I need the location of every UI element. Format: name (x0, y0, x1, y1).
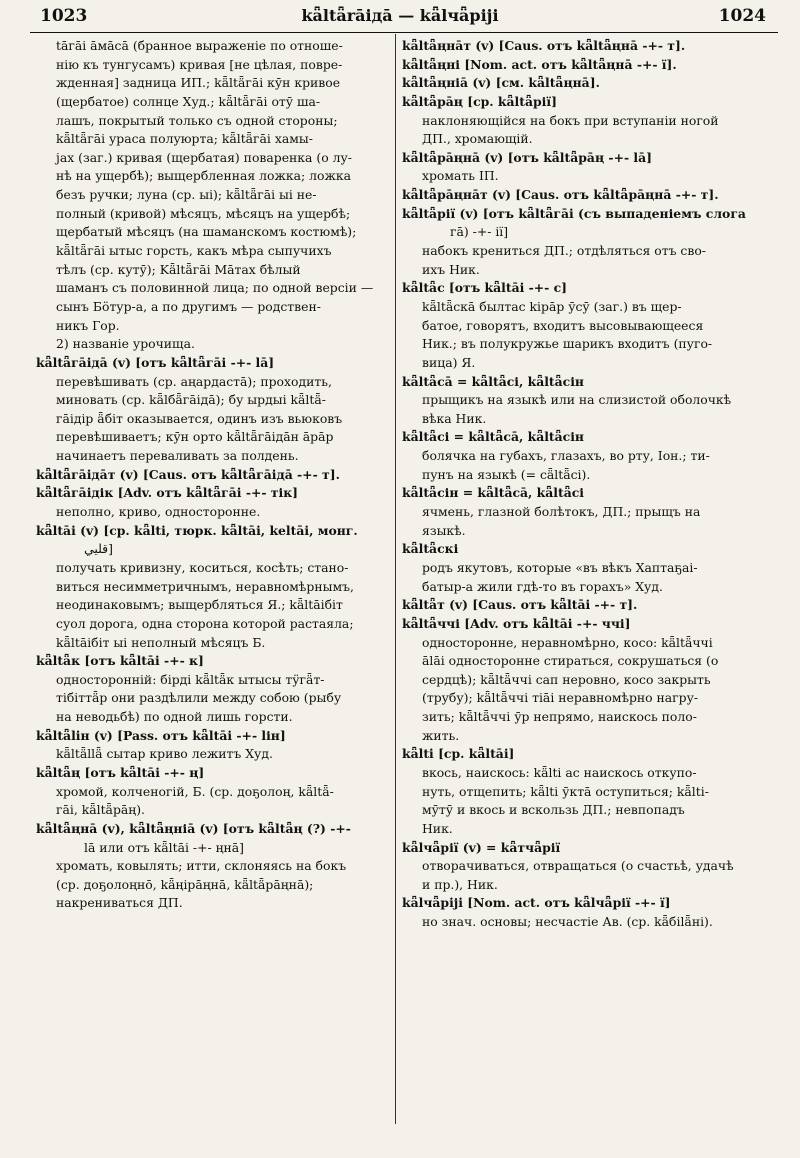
left-column-line: tāгāi āмāсā (бранное выраженiе по отноше- (56, 38, 343, 53)
right-column-line: kǟlti [ср. kǟltāi] (402, 746, 515, 762)
left-column-line: неодинаковымъ; выщербляться Я.; kǟltāiбіт (56, 597, 343, 613)
right-column-line: наклоняющійся на бокъ при вступаніи ногой (422, 112, 719, 128)
column-divider (395, 34, 396, 1124)
left-column-line: нiю къ тунгусамъ) кривая [не цѣлая, повре- (56, 56, 343, 72)
right-column-line: вица) Я. (422, 354, 476, 370)
left-column-line: хромой, колченогій, Б. (ср. доҕолоң, kǟltǟ- (56, 783, 334, 799)
right-column-line: батое, говорятъ, входитъ высовывающееся (422, 317, 704, 333)
page-number-left: 1023 (40, 6, 88, 26)
left-column-line: тѣлъ (ср. кутӯ); Kǟltǟгāi Мāтах бѣлый (56, 261, 301, 277)
left-column-line: (ср. доҕолоңнō, kǟңірāңнā, kǟltǟрāңнā); (56, 876, 314, 892)
right-column-line: ихъ Ник. (422, 261, 480, 277)
right-column-line: kǟlчǟрiјi [Nom. act. отъ kǟlчǟрії -+- ї] (402, 895, 671, 911)
left-column-line: kǟltǟгāiдік [Adv. отъ kǟltǟгāi -+- тік] (36, 485, 298, 501)
right-column-line: kǟltǟс [отъ kǟltāi -+- с] (402, 280, 568, 296)
right-column-line: отворачиваться, отвращаться (о счастьѣ, удачѣ (422, 858, 734, 874)
right-column-line: kǟltǟңні [Nom. act. отъ kǟltǟңнā -+- ї]. (402, 56, 677, 72)
right-column-line: зить; kǟltǟччі ӯр непрямо, наискось поло- (422, 709, 697, 725)
right-column-line: жить. (422, 727, 460, 743)
left-column-line: јах (заг.) кривая (щербатая) поваренка (о лу- (56, 149, 352, 165)
right-column-line: одностороннe, неравномѣрно, косо: kǟltǟччі (422, 634, 713, 650)
right-column-line: и пр.), Ник. (422, 876, 498, 892)
right-column-line: болячка на губахъ, глазахъ, во рту, Іон.; ти- (422, 448, 710, 464)
left-column-line: получать кривизну, коситься, косѣть; стано- (56, 559, 349, 575)
right-column-line: kǟltǟрāң [ср. kǟltǟрії] (402, 93, 557, 109)
left-column-line: начинаетъ переваливать за полдень. (56, 448, 299, 464)
left-column-line: ﻗﻠﻴﻲ] (84, 541, 113, 557)
right-column-line: но знач. основы; несчастіе Ав. (ср. kǟбilǟні). (422, 914, 713, 930)
left-column-line: гāiдір ǟбіт оказывается, одинъ изъ вьюковъ (56, 410, 343, 426)
left-column-line: накрениваться ДП. (56, 895, 183, 911)
left-column-line: kǟltāi (v) [ср. kǟlti, тюрк. kǟltāi, keltāi, монг. (36, 522, 358, 538)
right-column-line: ālāі одностороннe стираться, сокрушаться (о (422, 653, 719, 669)
right-column-line: ячмень, глазной болѣтокъ, ДП.; прыщъ на (422, 504, 701, 520)
left-column-line: kǟltǟгāiдā (v) [отъ kǟltǟгāi -+- lā] (36, 354, 275, 370)
right-column-line: родъ якутовъ, которые «въ вѣкъ Хаптаҕаі- (422, 559, 698, 575)
right-column-line: Ник. (422, 820, 453, 836)
left-column-line: kǟltǟllǟ сытар криво лежитъ Худ. (56, 746, 273, 762)
right-column-line: (трубу); kǟltǟччі тіāі неравномѣрно нагру- (422, 690, 699, 706)
right-column-line: kǟltǟччі [Adv. отъ kǟltāi -+- ччі] (402, 615, 631, 631)
left-column-line: kǟltāiбіт ыі неполный мѣсяцъ Б. (56, 634, 266, 650)
right-column (402, 37, 760, 932)
left-column-line: тібіттǟр они раздѣлили между собою (рыбу (56, 690, 342, 706)
left-column-line: kǟltǟliн (v) [Pass. отъ kǟltāi -+- lін] (36, 727, 286, 743)
left-column-line: гāi, kǟltǟрāң). (56, 802, 145, 818)
left-column-line: сынъ Бӧтур-а, а по другимъ — родствен- (56, 298, 321, 314)
right-column-line: языкѣ. (422, 522, 466, 538)
page-header (0, 4, 800, 30)
left-column-line: шаманъ съ половинной лица; по одной версiи — (56, 280, 374, 296)
right-column-line: сердцѣ); kǟltǟччі сап неровно, косо закрыть (422, 671, 711, 687)
right-column-line: Ник.; въ полукружье шарикъ входитъ (пуго- (422, 336, 713, 352)
left-column-line: kǟltǟгāiдāт (v) [Caus. отъ kǟltǟгāiдā -+- т]. (36, 466, 340, 482)
left-column-line: перевѣшивать (ср. аңардастā); проходить, (56, 373, 332, 389)
right-column-line: kǟltǟрāңнāт (v) [Caus. отъ kǟltǟрāңнā -+- т]. (402, 187, 719, 203)
left-column-line: суол дорога, одна сторона которой растаяла; (56, 615, 354, 631)
left-column-line: kǟltǟңнā (v), kǟltǟңніā (v) [отъ kǟltǟң (?) -+- (36, 820, 351, 836)
header-rule (30, 32, 778, 33)
right-column-line: вѣка Ник. (422, 410, 487, 426)
right-column-line: нуть, отщепить; kǟlti ӯктā оступиться; kǟlti- (422, 783, 709, 799)
right-column-line: kǟltǟсā = kǟltǟсі, kǟltǟсін (402, 373, 584, 389)
right-column-line: набокъ крениться ДП.; отдѣляться отъ сво- (422, 243, 706, 259)
right-column-line: kǟltǟскā былтас kірāр ӯсӯ (заг.) въ щер- (422, 298, 682, 314)
right-column-line: kǟlчǟрії (v) = kǟтчǟрії (402, 839, 561, 855)
left-column-line: 2) названiе урочища. (56, 336, 195, 352)
right-column-line: kǟltǟрāңнā (v) [отъ kǟltǟрāң -+- lā] (402, 149, 653, 165)
right-column-line: kǟltǟсін = kǟltǟсā, kǟltǟсі (402, 485, 584, 501)
left-column-line: kǟltǟгāi ытыс горсть, какъ мѣра сыпучихъ (56, 243, 332, 259)
right-column-line: kǟltǟрії (v) [отъ kǟltǟгāi (съ выпаденіемъ слога (402, 205, 746, 221)
left-column-line: хромать, ковылять; итти, склоняясь на бокъ (56, 858, 347, 874)
left-column-line: лашъ, покрытый только съ одной стороны; (56, 112, 338, 128)
right-column-line: батыр-а жили гдѣ-то въ горахъ» Худ. (422, 578, 663, 594)
left-column-line: односторонній: бірдi kǟltǟк ытысы тӱгǟт- (56, 671, 325, 687)
running-title: kǟltǟrāiдā — kǟlчǟрiјi (301, 6, 499, 25)
left-column-line: нѣ на ущербѣ); выщербленная ложка; ложка (56, 168, 351, 184)
left-column-line: kǟltǟк [отъ kǟltāi -+- к] (36, 653, 204, 669)
left-column-line: перевѣшиваетъ; кӯн орто kǟltǟгāiдāн āрāр (56, 429, 334, 445)
right-column-line: kǟltǟңніā (v) [см. kǟltǟңнā]. (402, 75, 600, 91)
right-column-line: kǟltǟңнāт (v) [Caus. отъ kǟltǟңнā -+- т]. (402, 38, 686, 53)
left-column-line: полный (кривой) мѣсяцъ, мѣсяцъ на ущербѣ; (56, 205, 351, 221)
left-column-line: (щербатое) солнце Худ.; kǟltǟгāi отӯ ша- (56, 93, 321, 109)
right-column-line: пунъ на языкѣ (= сǟltǟсі). (422, 466, 591, 482)
right-column-line: мӯтӯ и вкось и вскользь ДП.; невпопадъ (422, 802, 685, 818)
left-column (36, 37, 394, 913)
left-column-line: никъ Гор. (56, 317, 120, 333)
left-column-line: неполно, криво, одностороннe. (56, 504, 261, 520)
left-column-line: на неводьбѣ) по одной лишь горсти. (56, 709, 293, 725)
right-column-line: прыщикъ на языкѣ или на слизистой оболочкѣ (422, 392, 732, 408)
left-column-line: безъ ручки; луна (ср. ыі); kǟltǟгāi ыі не- (56, 187, 317, 203)
right-column-line: kǟltǟсі = kǟltǟсā, kǟltǟсін (402, 429, 584, 445)
right-column-line: гā) -+- ії] (450, 224, 509, 240)
right-column-line: ДП., хромающій. (422, 131, 533, 147)
right-column-line: хромать ІП. (422, 168, 499, 184)
left-column-line: lā или отъ kǟltāi -+- ңнā] (84, 839, 244, 855)
left-column-line: kǟltǟң [отъ kǟltāi -+- ң] (36, 764, 205, 780)
left-column-line: щербатый мѣсяцъ (на шаманскомъ костюмѣ); (56, 224, 357, 240)
right-column-line: вкось, наискось: kǟlti ас наискось откупо- (422, 764, 697, 780)
right-column-line: kǟltǟт (v) [Caus. отъ kǟltāi -+- т]. (402, 597, 638, 613)
left-column-line: kǟltǟгāi ураса полуюрта; kǟltǟгāi хамы- (56, 131, 313, 147)
left-column-line: миновать (ср. kǟlбǟгāiдā); бу ырдыі kǟltǟ- (56, 392, 326, 408)
page-number-right: 1024 (718, 6, 766, 26)
right-column-line: kǟltǟскі (402, 541, 459, 557)
left-column-line: виться несимметричнымъ, неравномѣрнымъ, (56, 578, 354, 594)
left-column-line: жденная] задница ИП.; kǟltǟгāi кӯн кривое (56, 75, 341, 91)
